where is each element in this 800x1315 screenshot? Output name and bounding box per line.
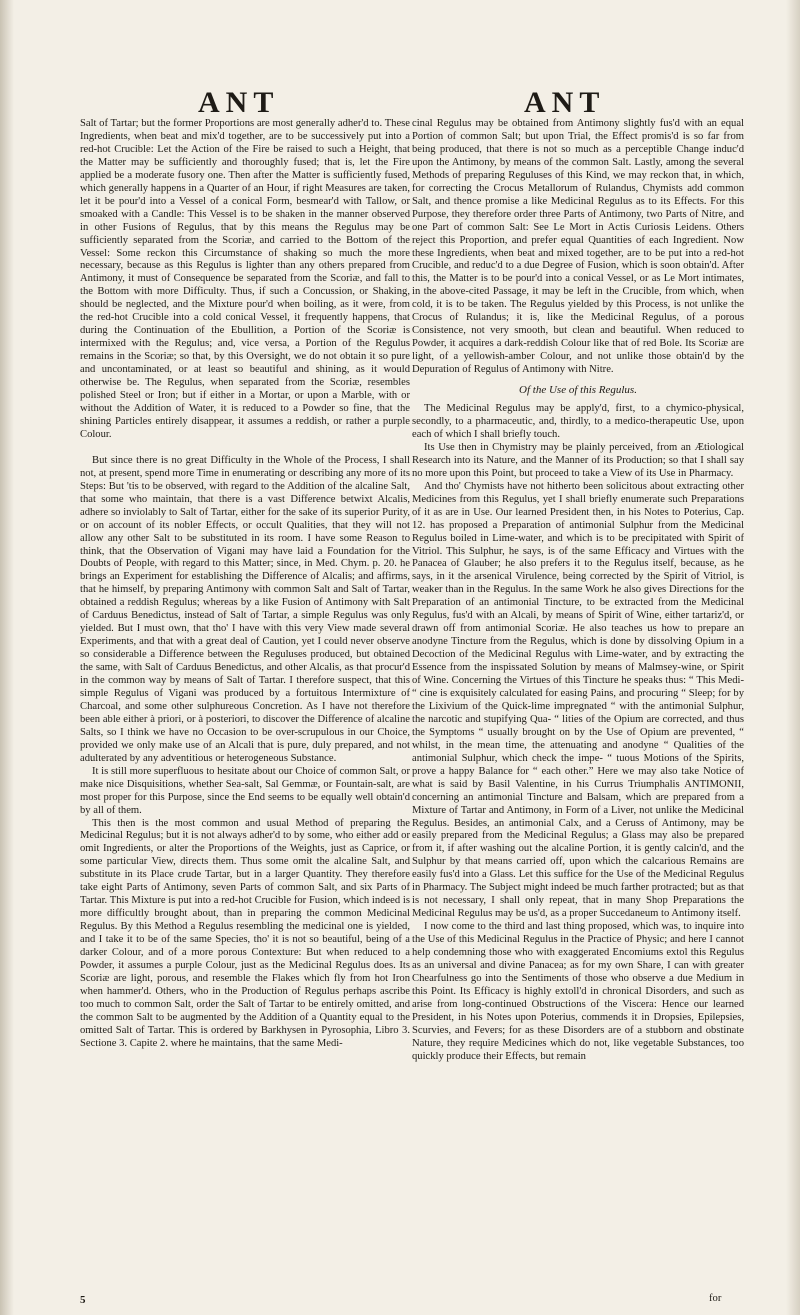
paragraph: Salt of Tartar; but the former Proportions are most generally adher'd to. These Ingredients, when beat and mix'd together, are to be successively put into a red-hot Crucible: Let the Action of the Fire be raised to such a Height, that the Matter may be sufficiently and thoroughly fused; that is, let the Fire applied be a moderate fusory one. Then after the Matter is sufficiently fused, which generally happens in a Quarter of an Hour, if right Measures are taken, let it be pour'd into a Vessel of a conical Form, besmear'd with Tallow, or smoaked with a Candle: This Vessel is to be shaken in the manner observed in other Fusions of Regulus, that by this means the Regulus may be sufficiently separated from the Scoriæ, and carried to the Bottom of the Vessel: Some reckon this Circumstance of shaking so much the more necessary, because as this Regulus is lighter than any others prepared from Antimony, it must of Consequence be separated from the Scoriæ, and fall to the Bottom with more Difficulty. Thus, if such a Concussion, or Shaking, should be neglected, and the Mixture pour'd when boiling, as it were, from the red-hot Crucible into a cold conical Vessel, it frequently happens, that during the Continuation of the Ebullition, a Portion of the Scoriæ is intermixed with the Regulus; and, vice versa, a Portion of the Regulus remains in the Scoriæ; so that, by this Oversight, we do not obtain it so pure and uncontaminated, or at least so beautiful and shining, as it would otherwise be. The Regulus, when separated from the Scoriæ, resembles polished Steel or Iron; but if either in a Mortar, or upon a Marble, with or without the Addition of Water, it is reduced to a Powder so fine, that the shining Particles entirely disappear, it assumes a reddish, or rather a purple Colour. — [80, 118, 410, 440]
paragraph: But since there is no great Difficulty in the Whole of the Process, I shall not, at present, spend more Time in enumerating or describing any more of its Steps: But 'tis to be observed, with regard to the Addition of the alcaline Salt, that some who maintain, that there is a vast Difference betwixt Alcalis, adhere so inviolably to Salt of Tartar, either for the sake of its superior Purity, or on account of its nobler Effects, or occult Qualities, that they will not allow any other Salt to be substituted in its room. I have some Reason to think, that the Observation of Vigani may have laid a Foundation for the Doubts of People, with regard to this Matter; since, in Med. Chym. p. 20. he brings an Experiment for establishing the Difference of Alcalis; and affirms, that he himself, by preparing Antimony with common Salt and Salt of Tartar, obtained a reddish Regulus; whereas by a like Fusion of Antimony with Salt of Carduus Benedictus, instead of Salt of Tartar, a simple Regulus was only yielded. But I must own, that tho' I have with this very View made several Experiments, and that with a great deal of Caution, yet I could never observe so considerable a Difference between the Reguluses produced, but obtained the same, with Salt of Carduus Benedictus, and other Alcalis, as that procur'd in the common way by means of Salt of Tartar. I therefore suspect, that this simple Regulus of Vigani was produced by a fortuitous Intermixture of Charcoal, and some other sulphureous Concretion. As I have not therefore been able either à priori, or à posteriori, to discover the Difference of alcaline Salts, so I think we have no Occasion to be over-scrupulous in our Choice, provided we only make use of an Alcali that is pure, duly prepared, and not adulterated by any adventitious or heterogeneous Substance. — [80, 454, 410, 764]
section-heading: Of the Use of this Regulus. — [519, 384, 637, 397]
page-edge-shadow-left — [0, 0, 14, 1315]
paragraph: The Medicinal Regulus may be apply'd, first, to a chymico-physical, secondly, to a pharmaceutic, and, thirdly, to a medico-therapeutic Use, upon each of which I shall briefly touch. — [412, 403, 744, 440]
catchword: for — [709, 1293, 722, 1304]
paragraph: This then is the most common and usual Method of preparing the Medicinal Regulus; but it is not always adher'd to by some, who either add or omit Ingredients, or alter the Proportions of the Weights, just as Caprice, or some particular View, directs them. Thus some omit the alcaline Salt, and substitute in its Place crude Tartar, but in a larger Quantity. They therefore take eight Parts of Antimony, seven Parts of common Salt, and six Parts of Tartar. This Mixture is put into a red-hot Crucible for Fusion, which indeed is more difficultly brought about, than in preparing the common Medicinal Regulus. By this Method a Regulus resembling the medicinal one is yielded, and I take it to be of the same Species, tho' it is not so beautiful, being of a darker Colour, and of a more porous Contexture: But when reduced to a Powder, it assumes a purple Colour, just as the Medicinal Regulus does. Its Scoriæ are light, porous, and resemble the Flakes which fly from hot Iron when hammer'd. Others, who in the Production of Regulus perhaps ascribe too much to common Salt, order the Salt of Tartar to be entirely omitted, and the common Salt to be augmented by the Addition of a Quantity equal to the omitted Salt of Tartar. This is ordered by Barkhysen in Pyrosophia, Libro 3. Sectione 3. Capite 2. where he maintains, that the same Medi- — [80, 817, 410, 1049]
text-column-right — [412, 118, 744, 1310]
paragraph: It is still more superfluous to hesitate about our Choice of common Salt, or make nice Disquisitions, whether Sea-salt, Sal Gemmæ, or Fountain-salt, are most proper for this Purpose, since the End seems to be equally well obtain'd by all of them. — [80, 765, 410, 816]
page-edge-shadow-right — [786, 0, 800, 1315]
running-headword-right: ANT — [524, 86, 606, 119]
paragraph: Its Use then in Chymistry may be plainly perceived, from an Ætiological Research into its Nature, and the Manner of its Production; so that I shall say no more upon this Point, but proceed to take a View of its Use in Pharmacy. — [412, 441, 744, 479]
paragraph: And tho' Chymists have not hitherto been solicitous about extracting other Medicines from this Regulus, yet I shall briefly enumerate such Preparations of it as are in Use. Our learned President then, in his Notes to Poterius, Cap. 12. has proposed a Preparation of antimonial Sulphur from the Medicinal Regulus boiled in Lime-water, and which is to be precipitated with Spirit of Vitriol. This Sulphur, he says, is of the same Efficacy and Virtues with the Panacea of Glauber; he also prefers it to the Regulus itself, because, as he says, in it the arsenical Virulence, being corrected by the Spirit of Vitriol, is weaker than in the Regulus. In the same Work he also gives Directions for the Preparation of an antimonial Tincture, to be extracted from the Medicinal Regulus, fus'd with an Alcali, by means of Spirit of Wine, either tartariz'd, or drawn off from antimonial Scoriæ. He also teaches us how to prepare an anodyne Tincture from the Regulus, which is done by dissolving Opium in a Decoction of the Medicinal Regulus with Lime-water, and by extracting the Essence from the inspissated Solution by means of Malmsey-wine, or Spirit of Wine. Concerning the Virtues of this Tincture he speaks thus: “ This Medi- “ cine is exquisitely calculated for easing Pains, and procuring “ Sleep; for by the Lixivium of the Quick-lime impregnated “ with the antimonial Sulphur, the narcotic and stupifying Qua- “ lities of the Opium are corrected, and thus the Symptoms “ usually brought on by the Use of Opium are prevented, “ whilst, in the mean time, the attenuating and anodyne “ Qualities of the antimonial Sulphur, which check the impe- “ tuous Motions of the Spirits, prove a happy Balance for “ each other.” Here we may also take Notice of what is said by Basil Valentine, in his Currus Triumphalis ANTIMONII, concerning an antimonial Tincture and Balsam, which are prepared from a Mixture of Tartar and Antimony, in Form of a Liver, not unlike the Medicinal Regulus. Besides, an antimonial Calx, and a Ceruss of Antimony, may be easily prepared from the Medicinal Regulus; a Glass may also be prepared from it, if after washing out the alcaline Portion, it is gently calcin'd, and the Sulphur by that means carried off, upon which the calcarious Remains are easily fus'd into a Glass. Let this suffice for the Use of the Medicinal Regulus in Pharmacy. The Subject might indeed be much farther protracted; but as that is not necessary, I shall only repeat, that in many Shop Preparations the Medicinal Regulus may be us'd, as a proper Succedaneum to Antimony itself. — [412, 480, 744, 920]
text-column-left — [80, 118, 410, 1298]
page-signature-mark: 5 — [80, 1294, 86, 1306]
running-headword-left: ANT — [198, 86, 280, 119]
paragraph: I now come to the third and last thing proposed, which was, to inquire into the Use of this Medicinal Regulus in the Practice of Physic; and here I cannot help condemning those who with exaggerated Encomiums extol this Regulus as an universal and divine Panacea; as for my own Share, I can with greater Chearfulness go into the Sentiments of those who observe a due Medium in this Point. Its Efficacy is highly extoll'd in chronical Disorders, and such as arise from long-continued Obstructions of the Viscera: Hence our learned President, in his Notes upon Poterius, commends it in Dropsies, Epilepsies, Scurvies, and Fevers; for as these Disorders are of a stubborn and obstinate Nature, they require Medicines which do not, like vegetable Substances, too quickly produce their Effects, but remain — [412, 921, 744, 1062]
paragraph: cinal Regulus may be obtained from Antimony slightly fus'd with an equal Portion of common Salt; but upon Trial, the Effect promis'd is so far from being produced, that there is not so much as a perceptible Change induc'd upon the Antimony, by means of the common Salt. Lastly, among the several Methods of preparing Reguluses of this Kind, we may reckon that, in which, for correcting the Crocus Metallorum of Rulandus, Chymists add common Salt, and thence promise a like Medicinal Regulus as to its Effects. For this Purpose, they therefore order three Parts of Antimony, two Parts of Nitre, and one Part of common Salt: See Le Mort in Actis Curiosis Leidens. Others reject this Proportion, and prefer equal Quantities of each Ingredient. Now these Ingredients, when beat and mixed together, are to be put into a red-hot Crucible, and reduc'd to a due Degree of Fusion, which is soon obtain'd. After this, the Matter is to be pour'd into a conical Vessel, or as Le Mort intimates, in the above-cited Passage, it may be left in the Crucible, from which, when cold, it is to be taken. The Regulus yielded by this Process, is not unlike the Crocus of Rulandus; it is, like the Medicinal Regulus, of a porous Consistence, not very smooth, but clean and beautiful. When reduced to Powder, it acquires a dark-reddish Colour like that of red Bole. Its Scoriæ are light, of a yellowish-amber Colour, and not unlike those obtain'd by the Depuration of Regulus of Antimony with Nitre. — [412, 118, 744, 376]
